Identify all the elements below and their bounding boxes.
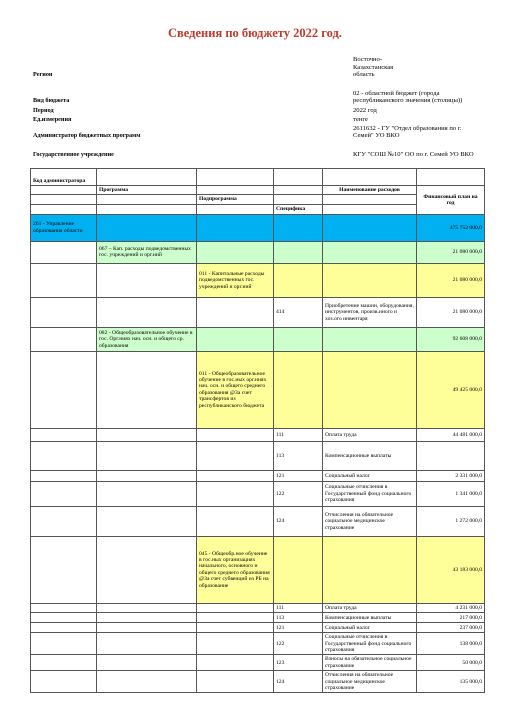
cell-program [97, 506, 197, 536]
cell-name: Приобретение машин, оборудования, инструментов, произв.иного и хоз.ого инвентаря [323, 297, 417, 327]
cell-subprogram [197, 603, 274, 612]
cell-subprogram [197, 633, 274, 655]
cell-program [97, 214, 197, 241]
cell-specific: 124 [274, 506, 323, 536]
cell-name: Оплата труда [323, 603, 417, 612]
cell-amount: 138 000,0 [417, 633, 485, 655]
cell-admin [31, 297, 97, 327]
page-title: Сведения по бюджету 2022 год. [168, 26, 342, 40]
cell-admin [31, 671, 97, 693]
header-expense-name: Наименование расходов [323, 186, 417, 195]
cell-amount: 4 231 000,0 [417, 603, 485, 612]
cell-amount: 135 000,0 [417, 671, 485, 693]
cell-program [97, 481, 197, 506]
cell-specific: 111 [274, 428, 323, 441]
table-row [31, 441, 485, 470]
cell-name [323, 214, 417, 241]
cell-admin [31, 613, 97, 623]
cell-amount: 50 000,0 [417, 655, 485, 671]
cell-name: Взносы на обязательное социальное страхование [323, 655, 417, 671]
table-row [31, 297, 485, 327]
table-row [31, 603, 485, 612]
cell-program [97, 671, 197, 693]
table-row [31, 633, 485, 655]
table-row [31, 623, 485, 633]
cell-amount: 43 183 000,0 [417, 536, 485, 603]
cell-name [323, 536, 417, 603]
table-header-row [31, 169, 485, 186]
cell-amount: 21 080 000,0 [417, 297, 485, 327]
table-row [31, 613, 485, 623]
cell-subprogram [197, 428, 274, 441]
cell-program [97, 633, 197, 655]
header-subprogram: Подпрограмма [197, 195, 274, 204]
cell-program [97, 263, 197, 297]
info-value: тенге [353, 115, 368, 123]
cell-name: Социальные отчисления в Государственный фонд социального страхования [323, 633, 417, 655]
cell-amount: 475 752 000,0 [417, 214, 485, 241]
info-label: Регион [33, 71, 53, 78]
cell-name: Социальный налог [323, 470, 417, 481]
cell-admin [31, 428, 97, 441]
table-row [31, 655, 485, 671]
cell-admin [31, 241, 97, 263]
cell-amount: 237 000,0 [417, 623, 485, 633]
cell-program [97, 297, 197, 327]
info-row-administrator [33, 123, 483, 139]
cell-admin [31, 263, 97, 297]
cell-subprogram [197, 327, 274, 351]
table-header-row [31, 204, 485, 214]
cell-admin [31, 441, 97, 470]
cell-admin [31, 603, 97, 612]
cell-name [323, 351, 417, 428]
cell-specific: 124 [274, 671, 323, 693]
info-value: Восточно-Казахстанская область [353, 56, 394, 78]
cell-program [97, 441, 197, 470]
info-row-budget-type [33, 78, 483, 104]
cell-admin [31, 536, 97, 603]
cell-name: Оплата труда [323, 428, 417, 441]
cell-specific: 121 [274, 470, 323, 481]
table-row [31, 241, 485, 263]
cell-specific: 122 [274, 481, 323, 506]
cell-subprogram [197, 506, 274, 536]
cell-specific [274, 263, 323, 297]
cell-amount: 1 272 000,0 [417, 506, 485, 536]
budget-table [30, 168, 485, 693]
cell-admin [31, 506, 97, 536]
cell-specific: 121 [274, 623, 323, 633]
cell-program: 067 – Кап. расходы подведомственных гос. учреждений и орг.ний [97, 241, 197, 263]
cell-name [323, 263, 417, 297]
cell-program [97, 623, 197, 633]
cell-amount: 1 341 000,0 [417, 481, 485, 506]
cell-amount: 49 425 000,0 [417, 351, 485, 428]
info-label: Государственное учреждение [33, 151, 114, 158]
cell-amount: 44 481 000,0 [417, 428, 485, 441]
cell-specific: 113 [274, 441, 323, 470]
info-row-region [33, 44, 483, 78]
cell-name: Социальный налог [323, 623, 417, 633]
cell-specific [274, 241, 323, 263]
info-value: 02 - областной бюджет (города республиканского значения (столицы)) [353, 89, 463, 104]
header-specific: Специфика [274, 204, 323, 214]
table-row [31, 481, 485, 506]
cell-admin [31, 470, 97, 481]
table-header-row [31, 195, 485, 204]
cell-program [97, 351, 197, 428]
cell-subprogram [197, 214, 274, 241]
table-row [31, 536, 485, 603]
cell-subprogram [197, 470, 274, 481]
cell-subprogram: 045 - Общеобр.ное обучение в гос.ных организациях начального, основного и общего среднего образования @За счет субвенций из РБ на образование [197, 536, 274, 603]
header-program: Программа [97, 186, 197, 195]
cell-specific: 113 [274, 613, 323, 623]
cell-subprogram [197, 613, 274, 623]
cell-program: 082 - Общеобразовательное обучение в гос. Орг.ниях нач. осн. и общего ср. образования [97, 327, 197, 351]
info-value: 2022 год [353, 106, 377, 114]
cell-name: Отчисления на обязательное социальное медицинское страхование [323, 671, 417, 693]
cell-specific [274, 214, 323, 241]
cell-amount: 21 080 000,0 [417, 263, 485, 297]
cell-specific [274, 536, 323, 603]
table-row [31, 428, 485, 441]
cell-name: Компенсационные выплаты [323, 441, 417, 470]
cell-program [97, 655, 197, 671]
info-row-institution [33, 139, 483, 158]
cell-amount [417, 441, 485, 470]
cell-admin [31, 655, 97, 671]
cell-subprogram [197, 297, 274, 327]
cell-amount: 217 000,0 [417, 613, 485, 623]
cell-amount: 2 331 000,0 [417, 470, 485, 481]
cell-amount: 92 608 000,0 [417, 327, 485, 351]
cell-name: Социальные отчисления в Государственный фонд социального страхования [323, 481, 417, 506]
cell-specific [274, 327, 323, 351]
info-row-period [33, 104, 483, 114]
cell-program [97, 428, 197, 441]
cell-admin: 261 - Управление образования области [31, 214, 97, 241]
header-financial-plan: Финансовый план на год [417, 186, 485, 215]
table-row [31, 506, 485, 536]
cell-admin [31, 623, 97, 633]
table-row [31, 214, 485, 241]
info-label: Ед.измерения [33, 116, 72, 123]
cell-subprogram: 011 - Капитальные расходы подведомственных гос. учреждений и орг.ний [197, 263, 274, 297]
cell-specific: 123 [274, 655, 323, 671]
table-header-row [31, 186, 485, 195]
cell-program [97, 603, 197, 612]
cell-amount: 21 080 000,0 [417, 241, 485, 263]
info-value: 2611632 - ГУ "Отдел образования по г. Семей" УО ВКО [353, 124, 462, 139]
cell-subprogram [197, 481, 274, 506]
info-row-unit [33, 114, 483, 123]
table-row [31, 351, 485, 428]
cell-name: Компенсационные выплаты [323, 613, 417, 623]
cell-subprogram [197, 671, 274, 693]
cell-admin [31, 633, 97, 655]
cell-program [97, 613, 197, 623]
table-row [31, 671, 485, 693]
cell-specific: 111 [274, 603, 323, 612]
cell-specific [274, 351, 323, 428]
info-label: Период [33, 107, 54, 114]
cell-admin [31, 351, 97, 428]
cell-subprogram [197, 623, 274, 633]
cell-subprogram [197, 241, 274, 263]
info-label: Вид бюджета [33, 97, 70, 104]
cell-admin [31, 327, 97, 351]
cell-subprogram: 011 - Общеобразовательное обучение в гос.ных орг.ниях нач. осн. и общего среднего образования @За счет трансфертов из республиканского бюджета [197, 351, 274, 428]
table-row [31, 327, 485, 351]
cell-subprogram [197, 441, 274, 470]
table-row [31, 263, 485, 297]
budget-info [33, 44, 483, 158]
info-label: Администратор бюджетных программ [33, 132, 141, 139]
cell-subprogram [197, 655, 274, 671]
cell-name [323, 241, 417, 263]
table-row [31, 470, 485, 481]
cell-specific: 122 [274, 633, 323, 655]
cell-specific: 414 [274, 297, 323, 327]
cell-program [97, 536, 197, 603]
cell-program [97, 470, 197, 481]
header-admin-code: Код администратора [31, 169, 97, 186]
cell-admin [31, 481, 97, 506]
info-value: КГУ "СОШ №10" ОО по г. Семей УО ВКО [353, 150, 474, 158]
cell-name: Отчисления на обязательное социальное медицинское страхование [323, 506, 417, 536]
cell-name [323, 327, 417, 351]
